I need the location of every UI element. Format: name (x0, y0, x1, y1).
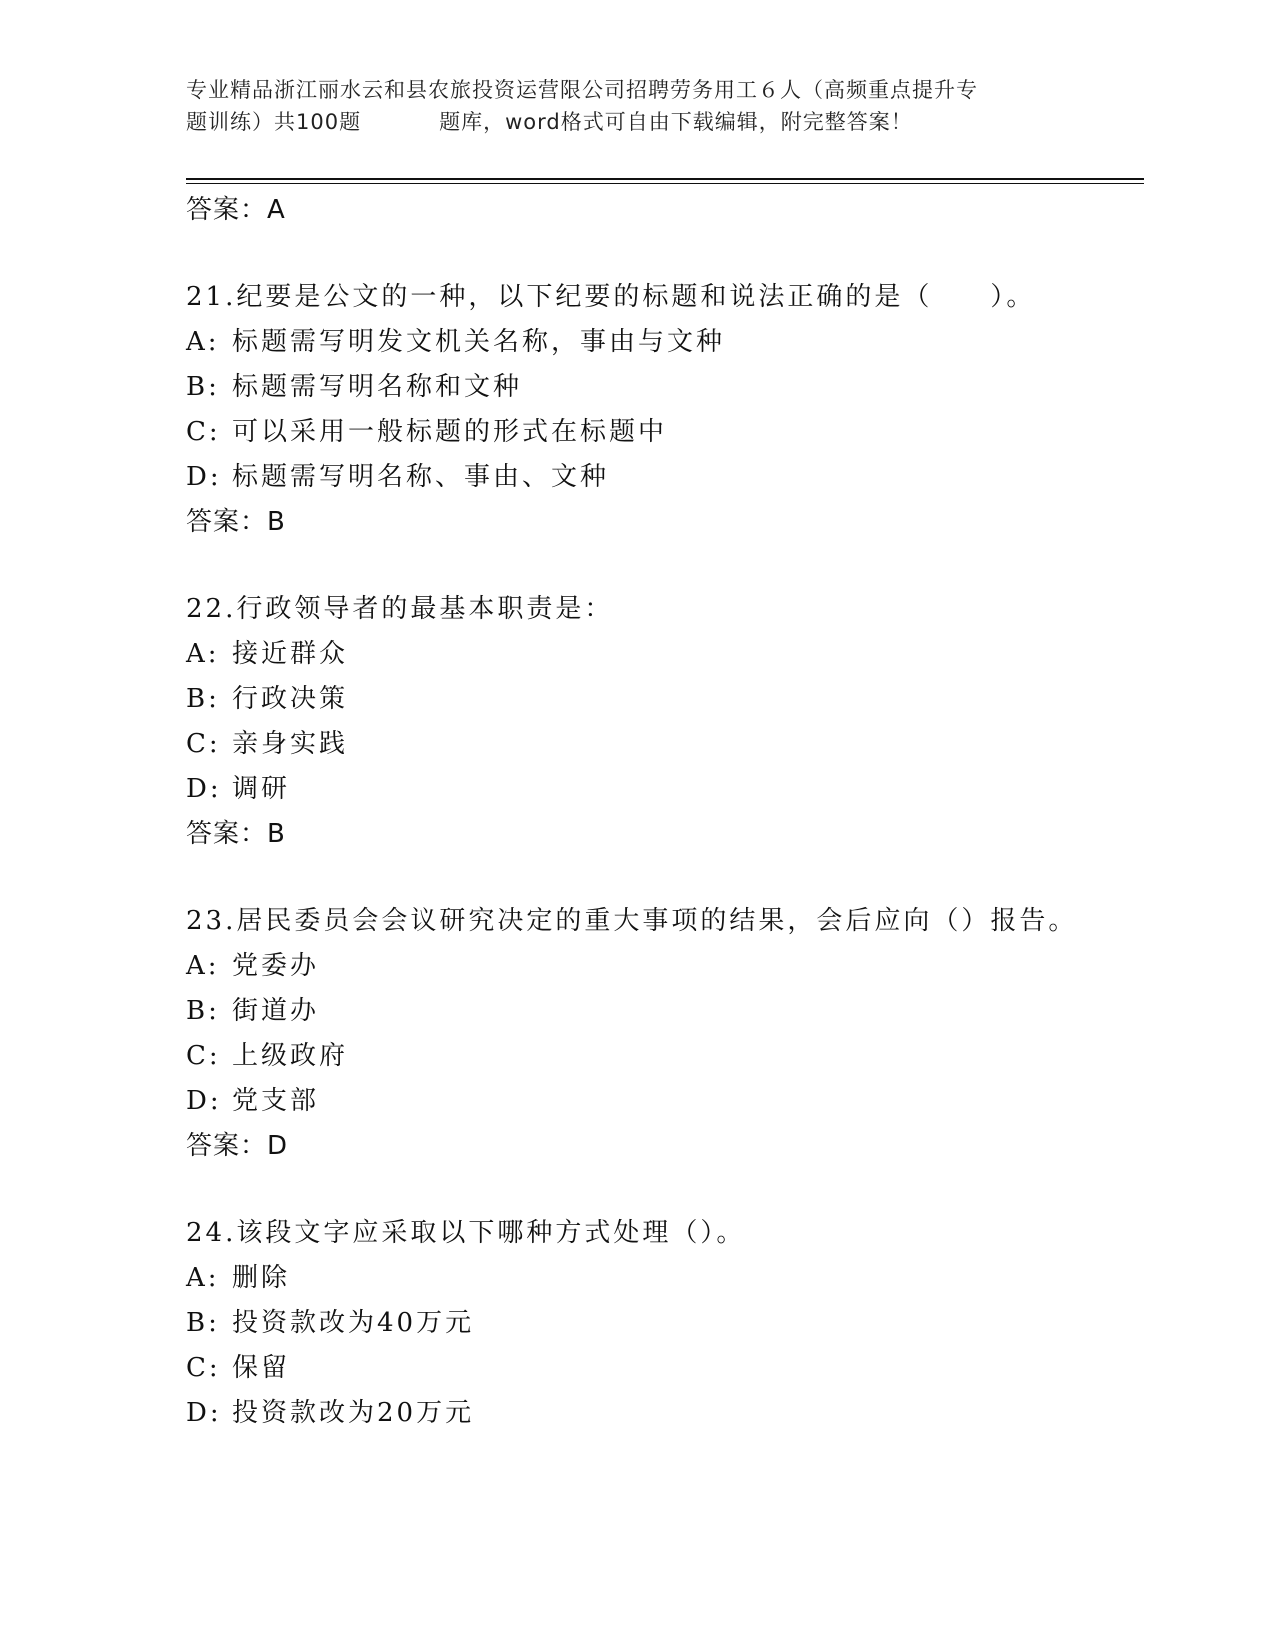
header-line-2 (186, 106, 1086, 138)
question-21 (186, 275, 1144, 542)
option-letter: A: (186, 1263, 220, 1293)
option-text: 接近群众 (232, 639, 349, 669)
question-24 (186, 1211, 1144, 1436)
header-rule-thick (186, 178, 1144, 180)
option-c (186, 1034, 1144, 1079)
option-text: 保留 (232, 1353, 291, 1383)
option-text: 标题需写明名称和文种 (232, 372, 523, 402)
option-d (186, 455, 1144, 500)
page-header (186, 74, 1086, 138)
previous-answer: 答案：A (186, 195, 286, 225)
option-letter: C: (186, 417, 221, 447)
option-letter: A: (186, 639, 220, 669)
option-letter: D: (186, 462, 222, 492)
option-text: 调研 (232, 774, 291, 804)
option-text: 亲身实践 (232, 729, 349, 759)
question-list (186, 190, 1144, 1436)
header-line-2-part-a: 题训练）共100题 (186, 110, 362, 134)
option-text: 标题需写明发文机关名称，事由与文种 (232, 327, 726, 357)
question-text: 23.居民委员会会议研究决定的重大事项的结果，会后应向（）报告。 (186, 906, 1078, 936)
option-text: 删除 (232, 1263, 291, 1293)
option-b (186, 989, 1144, 1034)
option-d (186, 767, 1144, 812)
header-rule-thin (186, 183, 1144, 184)
option-text: 上级政府 (232, 1041, 349, 1071)
option-b (186, 677, 1144, 722)
answer-line: 答案：B (186, 819, 286, 849)
option-letter: C: (186, 729, 221, 759)
option-c (186, 1346, 1144, 1391)
option-letter: D: (186, 1086, 222, 1116)
option-letter: D: (186, 1398, 222, 1428)
option-letter: B: (186, 1308, 220, 1338)
option-c (186, 410, 1144, 455)
option-text: 可以采用一般标题的形式在标题中 (232, 417, 668, 447)
option-a (186, 1256, 1144, 1301)
question-text: 22.行政领导者的最基本职责是： (186, 594, 614, 624)
option-letter: C: (186, 1041, 221, 1071)
option-a (186, 632, 1144, 677)
option-text: 投资款改为40万元 (232, 1308, 475, 1338)
option-letter: D: (186, 774, 222, 804)
option-b (186, 1301, 1144, 1346)
option-letter: C: (186, 1353, 221, 1383)
option-d (186, 1079, 1144, 1124)
header-line-1: 专业精品浙江丽水云和县农旅投资运营限公司招聘劳务用工６人（高频重点提升专 (186, 78, 978, 102)
question-22 (186, 587, 1144, 854)
option-letter: A: (186, 951, 220, 981)
option-b (186, 365, 1144, 410)
option-a (186, 320, 1144, 365)
option-text: 投资款改为20万元 (232, 1398, 475, 1428)
question-text: 21.纪要是公文的一种，以下纪要的标题和说法正确的是（ ）。 (186, 282, 1036, 312)
option-text: 街道办 (232, 996, 320, 1026)
option-text: 党委办 (232, 951, 320, 981)
option-a (186, 944, 1144, 989)
question-text: 24.该段文字应采取以下哪种方式处理（）。 (186, 1218, 746, 1248)
option-text: 党支部 (232, 1086, 320, 1116)
option-letter: A: (186, 327, 220, 357)
answer-line: 答案：D (186, 1131, 289, 1161)
answer-line: 答案：B (186, 507, 286, 537)
option-text: 行政决策 (232, 684, 349, 714)
option-letter: B: (186, 372, 220, 402)
header-line-2-part-b: 题库，word格式可自由下载编辑，附完整答案！ (439, 110, 913, 134)
option-d (186, 1391, 1144, 1436)
option-letter: B: (186, 684, 220, 714)
option-letter: B: (186, 996, 220, 1026)
question-23 (186, 899, 1144, 1166)
option-text: 标题需写明名称、事由、文种 (232, 462, 610, 492)
option-c (186, 722, 1144, 767)
